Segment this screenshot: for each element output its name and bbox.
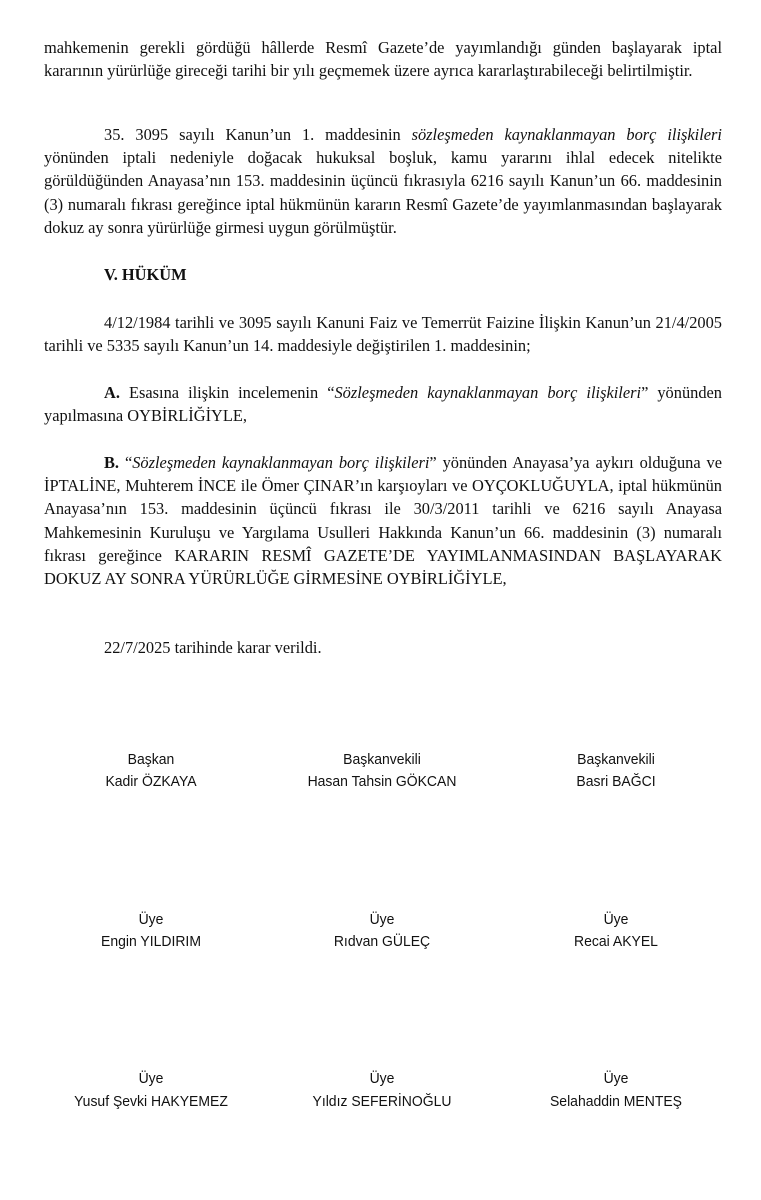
signature-title: Üye bbox=[369, 1070, 395, 1087]
section-heading-block bbox=[44, 263, 722, 286]
signature-title: Üye bbox=[603, 911, 629, 928]
signature-name: Hasan Tahsin GÖKCAN bbox=[307, 773, 457, 790]
paragraph-text-part1: 3095 sayılı Kanun’un 1. maddesinin bbox=[135, 125, 401, 144]
hukum-item-a bbox=[44, 381, 722, 427]
signature-title: Başkan bbox=[127, 751, 175, 768]
item-italic-phrase: Sözleşmeden kaynaklanmayan borç ilişkileri bbox=[334, 383, 642, 402]
decision-date-block bbox=[44, 636, 722, 659]
signature-title: Üye bbox=[138, 911, 164, 928]
paragraph-text: mahkemenin gerekli gördüğü hâllerde Resmî Gazete’de yayımlandığı günden başlayarak iptal kararının yürürlüğe gireceği tarihi bir yılı geçmemek üzere ayrıca kararlaştırabileceği belirtilmiştir. bbox=[44, 38, 722, 81]
signature-name: Recai AKYEL bbox=[574, 933, 658, 950]
signature-name: Yıldız SEFERİNOĞLU bbox=[312, 1093, 452, 1110]
item-text-part2: ” yönünden yapılmasına OYBİRLİĞİYLE, bbox=[44, 383, 723, 426]
item-label: B. bbox=[104, 453, 120, 472]
hukum-intro-text: 4/12/1984 tarihli ve 3095 sayılı Kanuni Faiz ve Temerrüt Faizine İlişkin Kanun’un 21/4/2005 tarihli ve 5335 sayılı Kanun’un 14. maddesiyle değiştirilen 1. maddesinin; bbox=[44, 313, 722, 356]
paragraph-34-continuation bbox=[44, 36, 722, 82]
paragraph-italic-phrase: sözleşmeden kaynaklanmayan borç ilişkileri bbox=[411, 125, 722, 144]
hukum-item-b bbox=[44, 451, 722, 590]
item-italic-phrase: Sözleşmeden kaynaklanmayan borç ilişkileri bbox=[132, 453, 430, 472]
paragraph-number: 35. bbox=[104, 125, 125, 144]
item-text-part1: Esasına ilişkin incelemenin “ bbox=[128, 383, 335, 402]
signature-name: Engin YILDIRIM bbox=[101, 933, 201, 950]
section-heading: V. HÜKÜM bbox=[104, 265, 187, 284]
hukum-intro bbox=[44, 311, 722, 357]
signature-title: Üye bbox=[369, 911, 395, 928]
signature-title: Başkanvekili bbox=[343, 751, 421, 768]
signature-name: Rıdvan GÜLEÇ bbox=[333, 933, 431, 950]
signature-name: Basri BAĞCI bbox=[576, 773, 656, 790]
signature-name: Yusuf Şevki HAKYEMEZ bbox=[74, 1093, 228, 1110]
item-label: A. bbox=[104, 383, 120, 402]
signature-name: Kadir ÖZKAYA bbox=[105, 773, 197, 790]
signature-name: Selahaddin MENTEŞ bbox=[549, 1093, 683, 1110]
signature-title: Başkanvekili bbox=[577, 751, 655, 768]
paragraph-text-part2: yönünden iptali nedeniyle doğacak hukuksal boşluk, kamu yararını ihlal edecek nitelikte görüldüğünden Anayasa’nın 153. maddesinin üçüncü fıkrasıyla 6216 sayılı Kanun’un 66. maddesinin (3) numaralı fıkrası gereğince iptal hükmünün kararın Resmî Gazete’de yayımlanmasından başlayarak dokuz ay sonra yürürlüğe girmesi uygun görülmüştür. bbox=[44, 148, 722, 237]
item-text-part2: ” yönünden Anayasa’ya aykırı olduğuna ve İPTALİNE, Muhterem İNCE ile Ömer ÇINAR’ın karşıoyları ve OYÇOKLUĞUYLA, iptal hükmünün Anayasa’nın 153. maddesinin üçüncü fıkrası ile 30/3/2011 tarihli ve 6216 sayılı Anayasa Mahkemesinin Kuruluşu ve Yargılama Usulleri Hakkında Kanun’un 66. maddesinin (3) numaralı fıkrası gereğince KARARIN RESMÎ GAZETE’DE YAYIMLANMASINDAN BAŞLAYARAK DOKUZ AY SONRA YÜRÜRLÜĞE GİRMESİNE OYBİRLİĞİYLE, bbox=[44, 453, 722, 589]
signature-title: Üye bbox=[138, 1070, 164, 1087]
signature-title: Üye bbox=[603, 1070, 629, 1087]
decision-date: 22/7/2025 tarihinde karar verildi. bbox=[104, 638, 322, 657]
paragraph-35 bbox=[44, 123, 722, 239]
item-text-part1: “ bbox=[124, 453, 133, 472]
